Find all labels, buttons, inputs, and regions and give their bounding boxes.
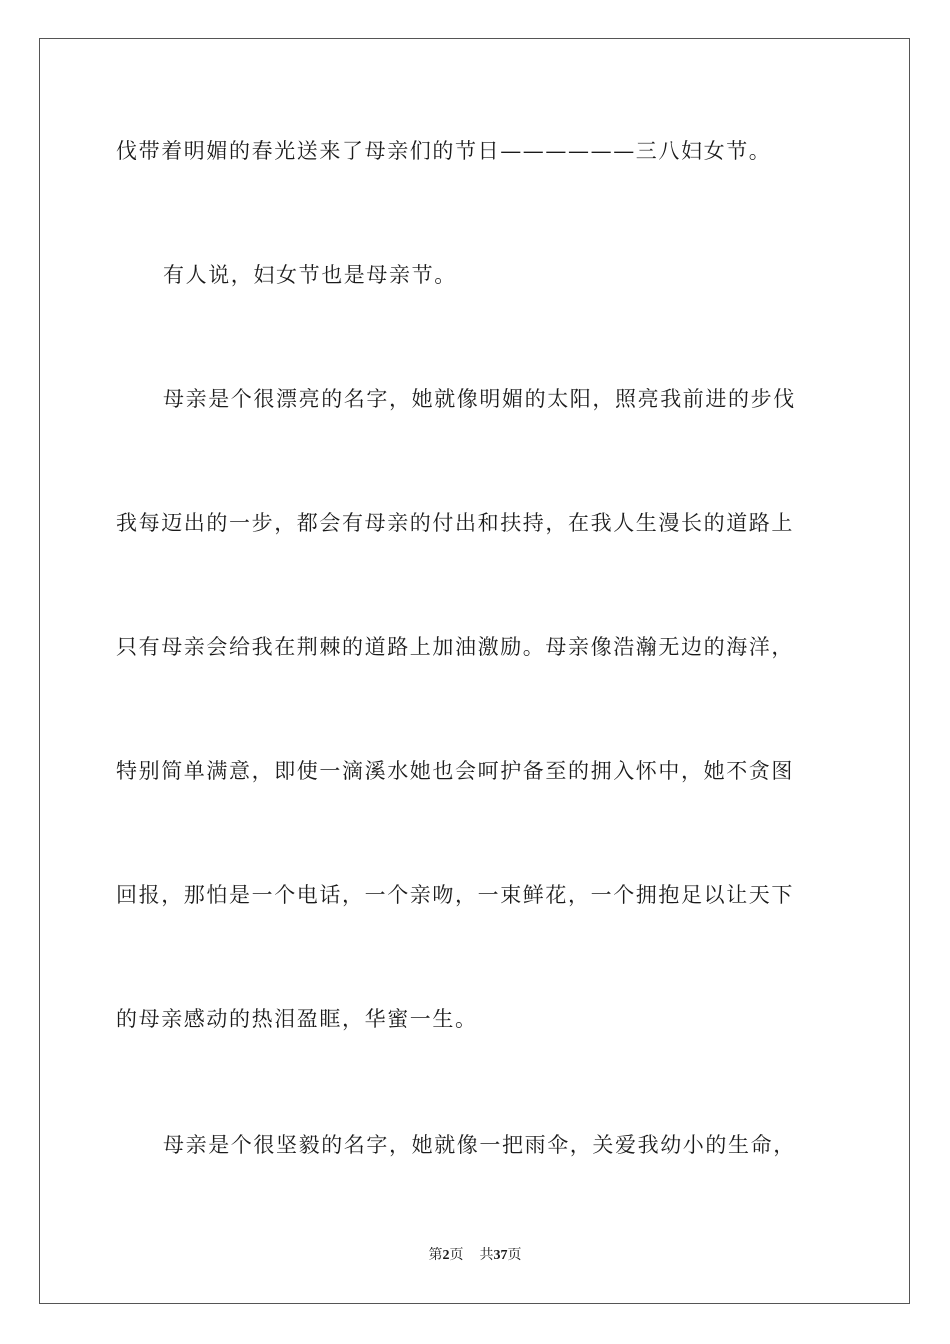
text-line-2: 有人说，妇女节也是母亲节。 <box>163 263 457 287</box>
page-number: 2 <box>442 1248 450 1263</box>
text-line-8: 的母亲感动的热泪盈眶，华蜜一生。 <box>116 1007 478 1031</box>
text-line-4: 我每迈出的一步，都会有母亲的付出和扶持，在我人生漫长的道路上 <box>116 511 794 535</box>
page-footer <box>0 1248 950 1263</box>
text-line-7: 回报，那怕是一个电话，一个亲吻，一束鲜花，一个拥抱足以让天下 <box>116 883 794 907</box>
text-line-5: 只有母亲会给我在荆棘的道路上加油激励。母亲像浩瀚无边的海洋， <box>116 635 794 659</box>
text-line-3: 母亲是个很漂亮的名字，她就像明媚的太阳，照亮我前进的步伐 <box>163 387 796 411</box>
total-prefix: 共 <box>479 1247 494 1263</box>
page-frame <box>39 38 910 1304</box>
text-line-1: 伐带着明媚的春光送来了母亲们的节日——————三八妇女节。 <box>116 139 772 163</box>
page-suffix: 页 <box>449 1247 464 1263</box>
total-suffix: 页 <box>507 1247 522 1263</box>
page-prefix: 第 <box>428 1247 443 1263</box>
total-pages: 37 <box>493 1248 508 1263</box>
text-line-9: 母亲是个很坚毅的名字，她就像一把雨伞，关爱我幼小的生命， <box>163 1133 796 1157</box>
text-line-6: 特别简单满意，即使一滴溪水她也会呵护备至的拥入怀中，她不贪图 <box>116 759 794 783</box>
